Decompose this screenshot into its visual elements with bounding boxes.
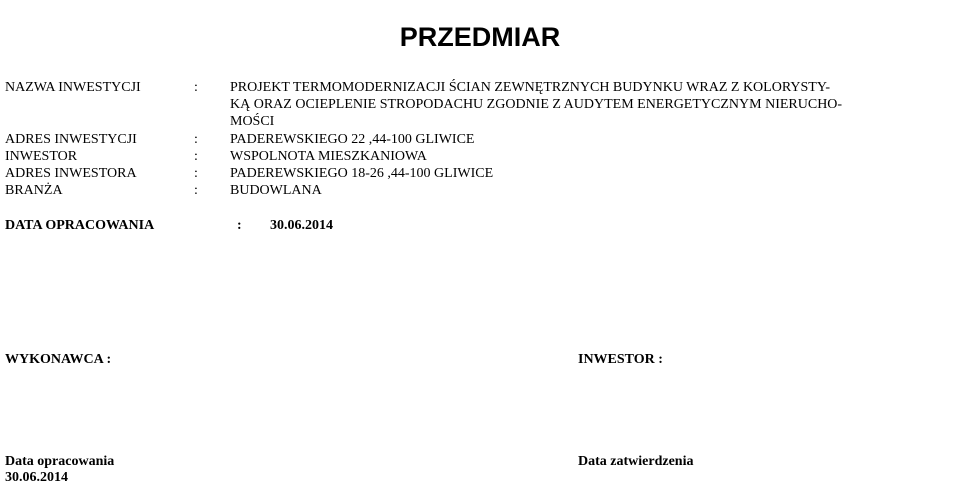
field-label: INWESTOR xyxy=(5,149,78,164)
field-value: WSPOLNOTA MIESZKANIOWA xyxy=(230,149,427,164)
field-value-line-1: PROJEKT TERMOMODERNIZACJI ŚCIAN ZEWNĘTRZNYCH BUDYNKU WRAZ Z KOLORYSTY- xyxy=(230,80,831,95)
field-label: NAZWA INWESTYCJI xyxy=(5,80,141,95)
field-colon: : xyxy=(194,149,198,164)
footer-date-value: 30.06.2014 xyxy=(5,470,68,485)
contractor-label: WYKONAWCA : xyxy=(5,352,112,367)
footer-approval-label: Data zatwierdzenia xyxy=(578,454,694,469)
field-colon: : xyxy=(194,80,198,95)
date-value: 30.06.2014 xyxy=(270,218,333,233)
field-label: ADRES INWESTYCJI xyxy=(5,132,137,147)
page-title: PRZEDMIAR xyxy=(399,22,561,52)
field-value-line-3: MOŚCI xyxy=(230,114,275,129)
footer xyxy=(0,453,960,487)
field-label: BRANŻA xyxy=(5,183,63,198)
field-colon: : xyxy=(194,183,198,198)
field-value: BUDOWLANA xyxy=(230,183,322,198)
field-colon: : xyxy=(194,132,198,147)
field-label: ADRES INWESTORA xyxy=(5,166,137,181)
investor-signature-label: INWESTOR : xyxy=(578,352,663,367)
date-label: DATA OPRACOWANIA xyxy=(5,218,155,233)
field-investment-name xyxy=(0,79,960,139)
field-value-line-2: KĄ ORAZ OCIEPLENIE STROPODACHU ZGODNIE Z AUDYTEM ENERGETYCZNYM NIERUCHO- xyxy=(230,97,843,112)
date-colon: : xyxy=(237,218,242,233)
field-colon: : xyxy=(194,166,198,181)
footer-date-label: Data opracowania xyxy=(5,454,115,469)
field-value: PADEREWSKIEGO 22 ,44-100 GLIWICE xyxy=(230,132,475,147)
field-value: PADEREWSKIEGO 18-26 ,44-100 GLIWICE xyxy=(230,166,494,181)
